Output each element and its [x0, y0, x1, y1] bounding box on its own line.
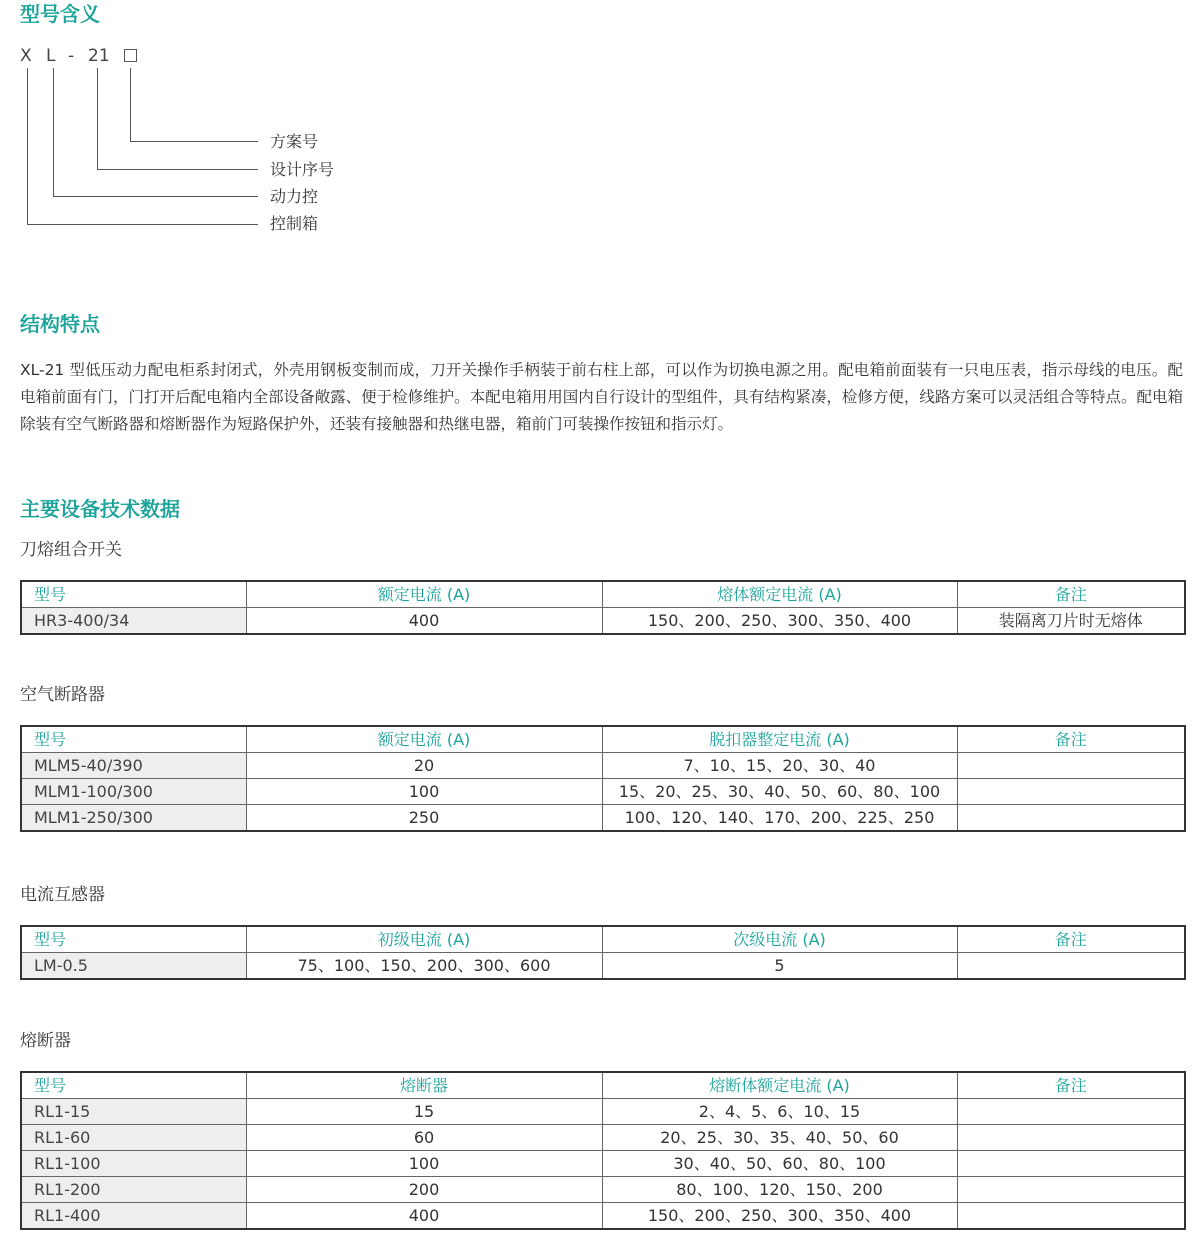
table-cell: 60: [246, 1125, 602, 1151]
table-title-current-transformer: 电流互感器: [20, 885, 105, 905]
table-cell: 100、120、140、170、200、225、250: [602, 805, 957, 832]
table-title-fuse: 熔断器: [20, 1031, 71, 1051]
table-cell: 15、20、25、30、40、50、60、80、100: [602, 779, 957, 805]
table-cell: RL1-200: [21, 1177, 246, 1203]
table-row: [21, 1177, 1185, 1203]
model-meaning-title: 型号含义: [20, 2, 100, 26]
table-cell: 75、100、150、200、300、600: [246, 953, 602, 980]
table-cell: 30、40、50、60、80、100: [602, 1151, 957, 1177]
table-row: [21, 953, 1185, 980]
table-cell: 80、100、120、150、200: [602, 1177, 957, 1203]
table-header-row: [21, 726, 1185, 753]
bracket-line-scheme-v: [130, 68, 131, 141]
table-row: [21, 779, 1185, 805]
bracket-line-power-v: [53, 68, 54, 196]
table-row: [21, 608, 1185, 635]
table-row: [21, 753, 1185, 779]
table-cell: HR3-400/34: [21, 608, 246, 635]
table-cell: RL1-100: [21, 1151, 246, 1177]
table-cell: 200: [246, 1177, 602, 1203]
table-cell: RL1-60: [21, 1125, 246, 1151]
table-cell: MLM5-40/390: [21, 753, 246, 779]
table-cell: [957, 779, 1185, 805]
model-char-21: 21: [88, 46, 110, 66]
bracket-line-design-v: [97, 68, 98, 169]
header-cell: 备注: [957, 726, 1185, 753]
table-cell: [957, 1203, 1185, 1230]
table-row: [21, 1151, 1185, 1177]
table-cell: RL1-15: [21, 1099, 246, 1125]
table-cell: 150、200、250、300、350、400: [602, 608, 957, 635]
header-cell: 备注: [957, 1072, 1185, 1099]
label-power-control: 动力控: [270, 187, 319, 206]
table-cell: MLM1-100/300: [21, 779, 246, 805]
table-cell: 250: [246, 805, 602, 832]
table-cell: MLM1-250/300: [21, 805, 246, 832]
table-cell: [957, 1099, 1185, 1125]
table-title-air-circuit-breaker: 空气断路器: [20, 685, 105, 705]
model-char-l: L: [46, 46, 56, 66]
table-knife-fuse-switch: [20, 580, 1186, 635]
table-row: [21, 1203, 1185, 1230]
table-row: [21, 805, 1185, 832]
header-cell: 熔断体额定电流 (A): [602, 1072, 957, 1099]
table-cell: 15: [246, 1099, 602, 1125]
model-char-dash: -: [68, 46, 75, 66]
label-design-number: 设计序号: [270, 160, 335, 179]
structure-title: 结构特点: [20, 312, 100, 336]
structure-paragraph: XL-21 型低压动力配电柜系封闭式，外壳用钢板变制而成，刀开关操作手柄装于前右柱上部，可以作为切换电源之用。配电箱前面装有一只电压表，指示母线的电压。配电箱前面有门，门打开后配电箱内全部设备敞露、便于检修维护。本配电箱用用国内自行设计的型组件，具有结构紧凑，检修方便，线路方案可以灵活组合等特点。配电箱除装有空气断路器和熔断器作为短路保护外，还装有接触器和热继电器，箱前门可装操作按钮和指示灯。: [20, 361, 1183, 433]
table-header-row: [21, 1072, 1185, 1099]
table-air-circuit-breaker: [20, 725, 1186, 832]
header-cell: 型号: [21, 581, 246, 608]
table-row: [21, 1099, 1185, 1125]
table-cell: RL1-400: [21, 1203, 246, 1230]
bracket-line-design-h: [97, 169, 258, 170]
table-cell: 100: [246, 1151, 602, 1177]
header-cell: 初级电流 (A): [246, 926, 602, 953]
table-cell: 20: [246, 753, 602, 779]
header-cell: 额定电流 (A): [246, 581, 602, 608]
table-header-row: [21, 581, 1185, 608]
label-control-box: 控制箱: [270, 214, 319, 233]
header-cell: 脱扣器整定电流 (A): [602, 726, 957, 753]
table-cell: 100: [246, 779, 602, 805]
table-row: [21, 1125, 1185, 1151]
header-cell: 型号: [21, 926, 246, 953]
table-cell: [957, 1125, 1185, 1151]
bracket-line-scheme-h: [130, 141, 258, 142]
model-char-x: X: [20, 46, 32, 66]
table-cell: [957, 753, 1185, 779]
bracket-line-control-h: [27, 224, 258, 225]
model-placeholder-box: [124, 49, 137, 62]
table-cell: 装隔离刀片时无熔体: [957, 608, 1185, 635]
table-fuse: [20, 1071, 1186, 1230]
table-cell: [957, 953, 1185, 980]
table-cell: 5: [602, 953, 957, 980]
header-cell: 额定电流 (A): [246, 726, 602, 753]
bracket-line-control-v: [27, 68, 28, 224]
table-cell: [957, 805, 1185, 832]
header-cell: 备注: [957, 581, 1185, 608]
table-cell: [957, 1177, 1185, 1203]
table-cell: [957, 1151, 1185, 1177]
header-cell: 型号: [21, 726, 246, 753]
table-cell: 400: [246, 608, 602, 635]
table-current-transformer: [20, 925, 1186, 980]
table-title-knife-fuse-switch: 刀熔组合开关: [20, 540, 122, 560]
table-cell: 20、25、30、35、40、50、60: [602, 1125, 957, 1151]
table-cell: 150、200、250、300、350、400: [602, 1203, 957, 1230]
header-cell: 备注: [957, 926, 1185, 953]
tech-data-title: 主要设备技术数据: [20, 497, 180, 521]
table-cell: 400: [246, 1203, 602, 1230]
table-cell: 7、10、15、20、30、40: [602, 753, 957, 779]
header-cell: 型号: [21, 1072, 246, 1099]
table-cell: LM-0.5: [21, 953, 246, 980]
table-cell: 2、4、5、6、10、15: [602, 1099, 957, 1125]
table-header-row: [21, 926, 1185, 953]
header-cell: 次级电流 (A): [602, 926, 957, 953]
header-cell: 熔断器: [246, 1072, 602, 1099]
bracket-line-power-h: [53, 196, 258, 197]
label-scheme-number: 方案号: [270, 132, 319, 151]
header-cell: 熔体额定电流 (A): [602, 581, 957, 608]
